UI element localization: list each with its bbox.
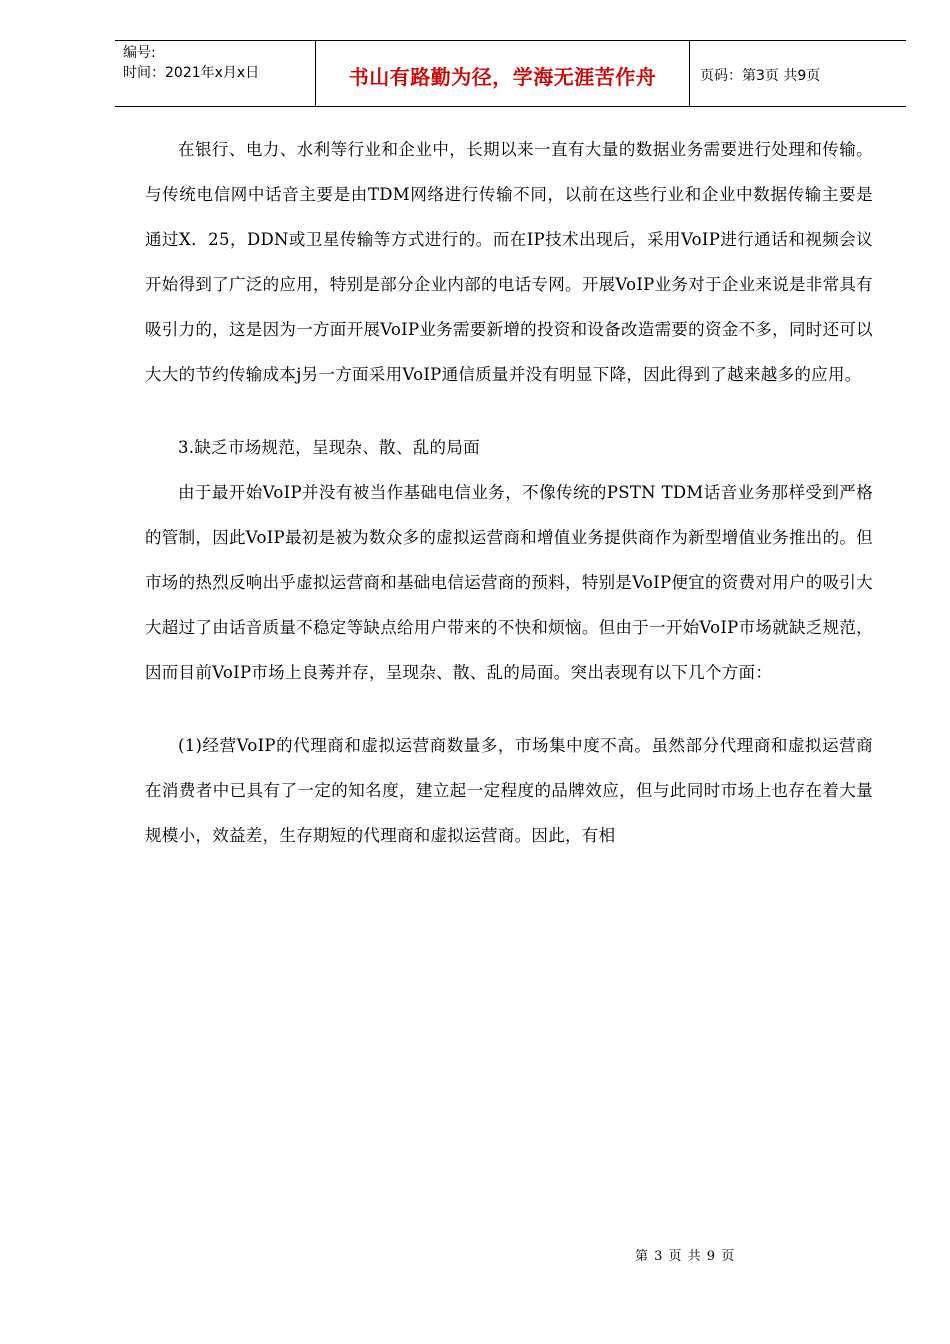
header-motto: 书山有路勤为径，学海无涯苦作舟: [316, 41, 690, 106]
page-footer: 第 3 页 共 9 页: [635, 1249, 736, 1264]
document-number-label: 编号:: [123, 45, 156, 61]
header-meta-cell: [115, 41, 316, 106]
paragraph-point-1: (1)经营VoIP的代理商和虚拟运营商数量多，市场集中度不高。虽然部分代理商和虚拟运营商在消费者中已具有了一定的知名度，建立起一定程度的品牌效应，但与此同时市场上也存在着大量规模小，效益差，生存期短的代理商和虚拟运营商。因此，有相: [145, 736, 873, 845]
paragraph-enterprise-voip: 在银行、电力、水利等行业和企业中，长期以来一直有大量的数据业务需要进行处理和传输。与传统电信网中话音主要是由TDM网络进行传输不同，以前在这些行业和企业中数据传输主要是通过X．25，DDN或卫星传输等方式进行的。而在IP技术出现后，采用VoIP进行通话和视频会议开始得到了广泛的应用，特别是部分企业内部的电话专网。开展VoIP业务对于企业来说是非常具有吸引力的，这是因为一方面开展VoIP业务需要新增的投资和设备改造需要的资金不多，同时还可以大大的节约传输成本j另一方面采用VoIP通信质量并没有明显下降，因此得到了越来越多的应用。: [145, 140, 873, 384]
header-page-number: 页码：第3页 共9页: [700, 68, 821, 84]
paragraph-market-chaos: 由于最开始VoIP并没有被当作基础电信业务，不像传统的PSTN TDM话音业务那样受到严格的管制，因此VoIP最初是被为数众多的虚拟运营商和增值业务提供商作为新型增值业务推出的。但市场的热烈反响出乎虚拟运营商和基础电信运营商的预料，特别是VoIP便宜的资费对用户的吸引大大超过了由话音质量不稳定等缺点给用户带来的不快和烦恼。但由于一开始VoIP市场就缺乏规范，因而目前VoIP市场上良莠并存，呈现杂、散、乱的局面。突出表现有以下几个方面：: [145, 483, 873, 682]
page-header: [115, 40, 906, 107]
document-time-label: 时间：2021年x月x日: [123, 65, 260, 81]
document-body: [145, 127, 873, 858]
section-heading-market-norms: 3.缺乏市场规范，呈现杂、散、乱的局面: [178, 438, 480, 457]
